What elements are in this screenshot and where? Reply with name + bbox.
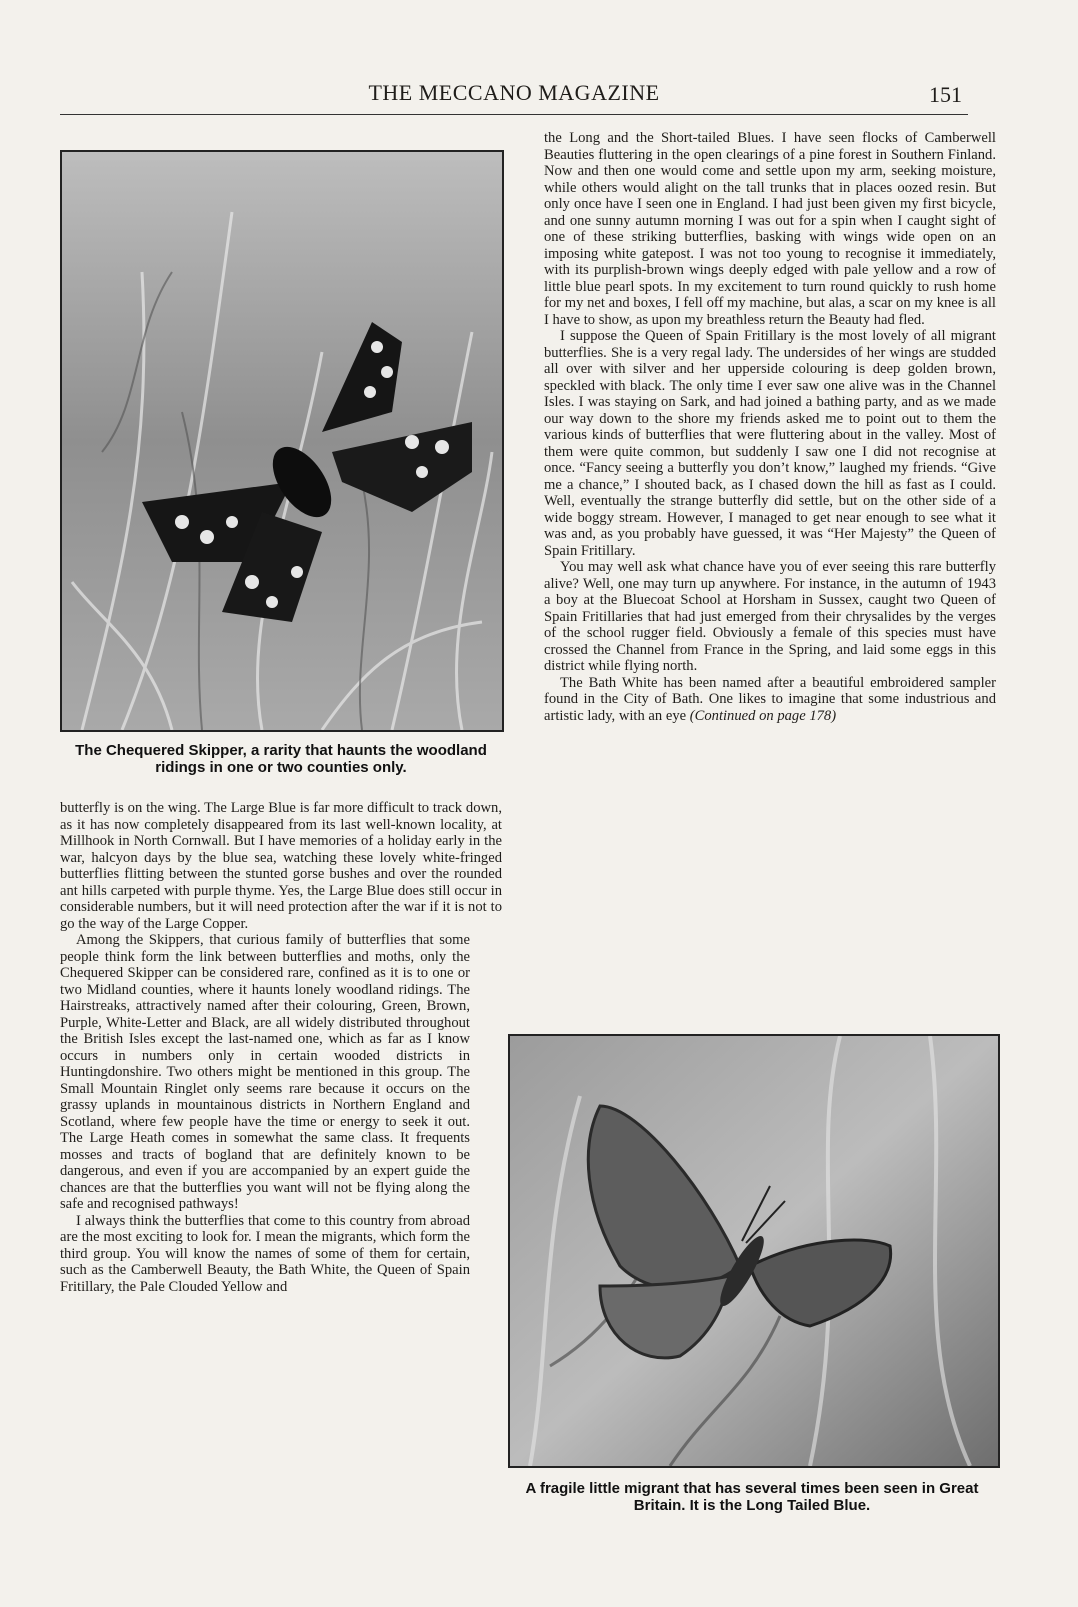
long-tailed-blue-image: [510, 1036, 998, 1466]
right-paragraph-1: the Long and the Short-tailed Blues. I have seen flocks of Camberwell Beauties fluttering in the open clearings of a pine forest in Southern Finland. Now and then one would come and settle upon my arm, seeking moisture, while others would alight on the tall trunks that in places oozed resin. But only once have I seen one in England. I had just been given my first bicycle, and one sunny autumn morning I was out for a spin when I caught sight of one of these striking butterflies, basking with wings wide open on an imposing white gatepost. I was not too young to recognise it immediately, with its purplish-brown wings deeply edged with pale yellow and a row of little blue pearl spots. In my excitement to turn round quickly to rush home for my net and boxes, I fell off my machine, but alas, a scar on my knee is all I have to show, as upon my breathless return the Beauty had fled.: [544, 130, 996, 328]
chequered-skipper-photo: [60, 150, 504, 732]
page-number: 151: [929, 82, 962, 107]
right-column: [544, 130, 996, 724]
masthead: [60, 80, 968, 115]
continued-note: (Continued on page 178): [689, 707, 837, 724]
long-tailed-blue-photo: [508, 1034, 1000, 1468]
chequered-skipper-image: [62, 152, 502, 730]
figure1-caption: The Chequered Skipper, a rarity that haunts the woodland ridings in one or two counties only.: [75, 742, 487, 776]
right-paragraph-4: [544, 675, 996, 725]
right-paragraph-2: I suppose the Queen of Spain Fritillary is the most lovely of all migrant butterflies. She is a very regal lady. The undersides of her wings are studded all over with silver and her upperside colouring is deep golden brown, speckled with black. The only time I ever saw one alive was in the Channel Isles. I was staying on Sark, and had joined a bathing party, and as we made our way down to the shore my friends asked me to point out to them the various kinds of butterflies that were fluttering about in the valley. Most of them were quite common, but suddenly I saw one I did not recognise at once. “Fancy seeing a butterfly you don’t know,” laughed my friends. “Give me a chance,” I shouted back, as I chased down the hill as fast as I could. Well, eventually the strange butterfly did settle, but on the other side of a wide boggy stream. However, I managed to get near enough to see what it was and, as you probably have guessed, it was “Her Majesty” the Queen of Spain Fritillary.: [544, 328, 996, 559]
left-paragraph-3: I always think the butterflies that come to this country from abroad are the most exciting to look for. I mean the migrants, which form the third group. You will know the names of some of them for certain, such as the Camberwell Beauty, the Bath White, the Queen of Spain Fritillary, the Pale Clouded Yellow and: [60, 1212, 470, 1295]
left-paragraph-2: Among the Skippers, that curious family of butterflies that some people think form the link between butterflies and moths, only the Chequered Skipper can be considered rare, confined as it is to one or two Midland counties, where it haunts lonely woodland ridings. The Hairstreaks, attractively named after their colouring, Green, Brown, Purple, White-Letter and Black, are all widely distributed throughout the British Isles except the last-named one, which as far as I know occurs in numbers only in certain wooded districts in Huntingdonshire. Two others might be mentioned in this group. The Small Mountain Ringlet only seems rare because it occurs on the grassy uplands in mountainous districts in Northern England and Scotland, where few people have the time or energy to seek it out. The Large Heath comes in somewhat the same class. It frequents mosses and tracts of bogland that are definitely known to be dangerous, and even if you are accompanied by an expert guide the chances are that the butterflies you want will not be flying along the safe and recognised pathways!: [60, 932, 470, 1212]
bath-white-text: The Bath White has been named after a beautiful embroidered sampler found in the City of Bath. One likes to imagine that some industrious and artistic lady, with an eye: [544, 674, 996, 724]
right-paragraph-3: You may well ask what chance have you of ever seeing this rare butterfly alive? Well, one may turn up anywhere. For instance, in the autumn of 1943 a boy at the Bluecoat School at Horsham in Sussex, caught two Queen of Spain Fritillaries that had just emerged from their chrysalides by the verges of the school rugger field. Obviously a female of this species must have crossed the Channel from France in the Spring, and laid some eggs in this district while flying north.: [544, 559, 996, 674]
left-paragraph-1: butterfly is on the wing. The Large Blue is far more difficult to track down, as it has now completely disappeared from its last well-known locality, at Millhook in North Cornwall. But I have memories of a holiday early in the war, halcyon days by the blue sea, watching these lovely white-fringed butterflies flitting between the stunted gorse bushes and over the rounded ant hills carpeted with purple thyme. Yes, the Large Blue does still occur in considerable numbers, but it will need protection after the war if it is not to go the way of the Large Copper.: [60, 800, 502, 932]
magazine-title: THE MECCANO MAGAZINE: [368, 80, 660, 105]
figure2-caption: A fragile little migrant that has several times been seen in Great Britain. It is the Long Tailed Blue.: [525, 1480, 979, 1514]
left-column: [60, 800, 502, 1295]
